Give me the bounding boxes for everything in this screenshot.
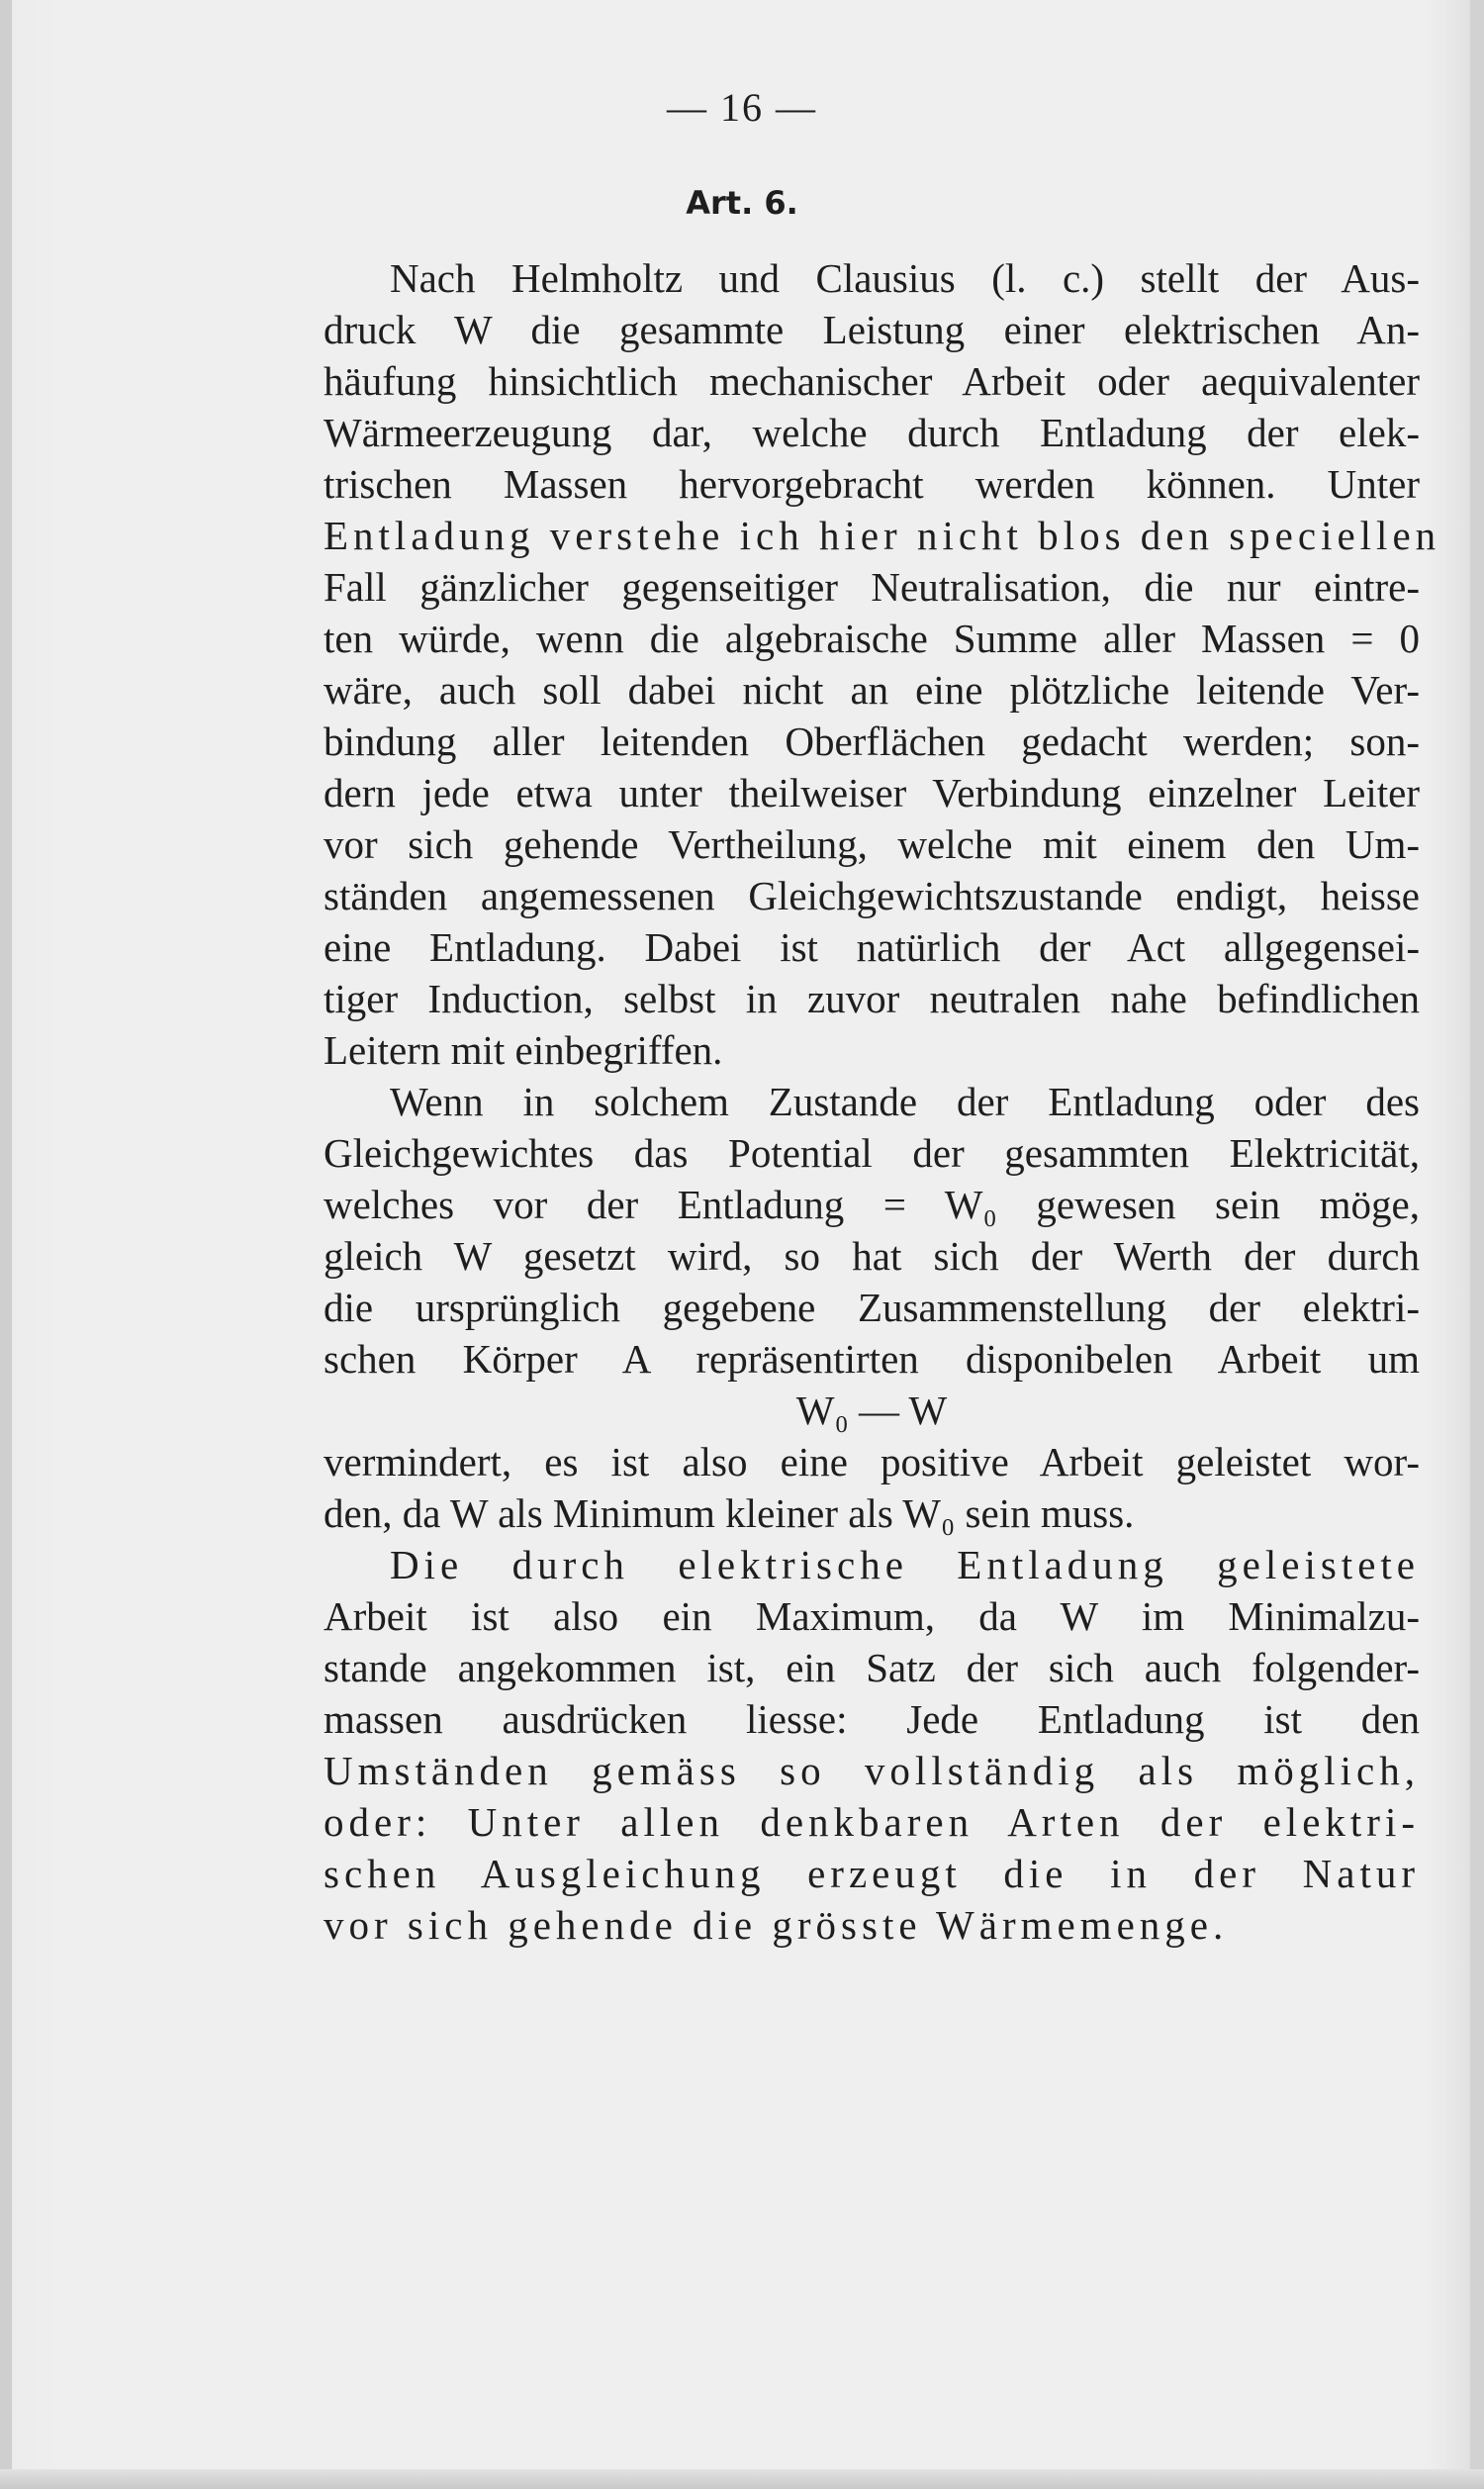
text-line: vor sich gehende Vertheilung, welche mit einem den Um- bbox=[324, 821, 1420, 867]
text-line: schen Körper A repräsentirten disponibelen Arbeit um bbox=[324, 1336, 1420, 1382]
text-line: ständen angemessenen Gleichgewichtszustande endigt, heisse bbox=[324, 873, 1420, 918]
text-line: die ursprünglich gegebene Zusammenstellung der elektri- bbox=[324, 1285, 1420, 1330]
text-line: den, da W als Minimum kleiner als W₀ sein muss. bbox=[324, 1490, 1135, 1536]
text-line: stande angekommen ist, ein Satz der sich auch folgender- bbox=[324, 1645, 1420, 1690]
text-line: druck W die gesammte Leistung einer elektrischen An- bbox=[324, 307, 1420, 352]
text-line: Fall gänzlicher gegenseitiger Neutralisation, die nur eintre- bbox=[324, 564, 1420, 610]
body-text bbox=[324, 252, 1441, 1951]
text-line: tiger Induction, selbst in zuvor neutralen nahe befindlichen bbox=[324, 976, 1420, 1021]
page-number: — 16 — bbox=[667, 85, 817, 130]
text-line: Wärmeerzeugung dar, welche durch Entladung der elek- bbox=[324, 410, 1420, 455]
text-line: Entladung verstehe ich hier nicht blos den speciellen bbox=[324, 513, 1441, 558]
text-line: häufung hinsichtlich mechanischer Arbeit oder aequivalenter bbox=[324, 358, 1420, 404]
formula: W₀ — W bbox=[795, 1388, 948, 1433]
text-line: eine Entladung. Dabei ist natürlich der Act allgegensei- bbox=[324, 924, 1420, 970]
text-line: Umständen gemäss so vollständig als möglich, bbox=[324, 1748, 1420, 1793]
text-line: Gleichgewichtes das Potential der gesammten Elektricität, bbox=[324, 1130, 1420, 1176]
text-line: Wenn in solchem Zustande der Entladung oder des bbox=[390, 1079, 1420, 1124]
text-line: Nach Helmholtz und Clausius (l. c.) stellt der Aus- bbox=[390, 255, 1420, 301]
page-right-edge bbox=[1470, 0, 1484, 2489]
text-line: vor sich gehende die grösste Wärmemenge. bbox=[324, 1902, 1229, 1948]
text-line: vermindert, es ist also eine positive Arbeit geleistet wor- bbox=[324, 1439, 1420, 1484]
text-line: Arbeit ist also ein Maximum, da W im Minimalzu- bbox=[324, 1593, 1420, 1639]
page-left-edge bbox=[0, 0, 12, 2489]
text-line: Die durch elektrische Entladung geleistete bbox=[390, 1542, 1420, 1587]
text-line: Leitern mit einbegriffen. bbox=[324, 1027, 723, 1073]
text-line: bindung aller leitenden Oberflächen gedacht werden; son- bbox=[324, 718, 1420, 764]
text-line: trischen Massen hervorgebracht werden können. Unter bbox=[324, 461, 1420, 507]
text-line: ten würde, wenn die algebraische Summe aller Massen = 0 bbox=[324, 616, 1420, 661]
text-line: schen Ausgleichung erzeugt die in der Natur bbox=[324, 1851, 1420, 1896]
text-line: oder: Unter allen denkbaren Arten der elektri- bbox=[324, 1799, 1420, 1845]
text-line: welches vor der Entladung = W₀ gewesen sein möge, bbox=[324, 1182, 1420, 1227]
text-line: wäre, auch soll dabei nicht an eine plötzliche leitende Ver- bbox=[324, 667, 1420, 713]
article-heading: Art. 6. bbox=[686, 184, 798, 222]
page-bottom-edge bbox=[0, 2469, 1484, 2489]
text-line: dern jede etwa unter theilweiser Verbindung einzelner Leiter bbox=[324, 770, 1420, 815]
text-line: massen ausdrücken liesse: Jede Entladung ist den bbox=[324, 1696, 1420, 1742]
text-line: gleich W gesetzt wird, so hat sich der Werth der durch bbox=[324, 1233, 1420, 1279]
